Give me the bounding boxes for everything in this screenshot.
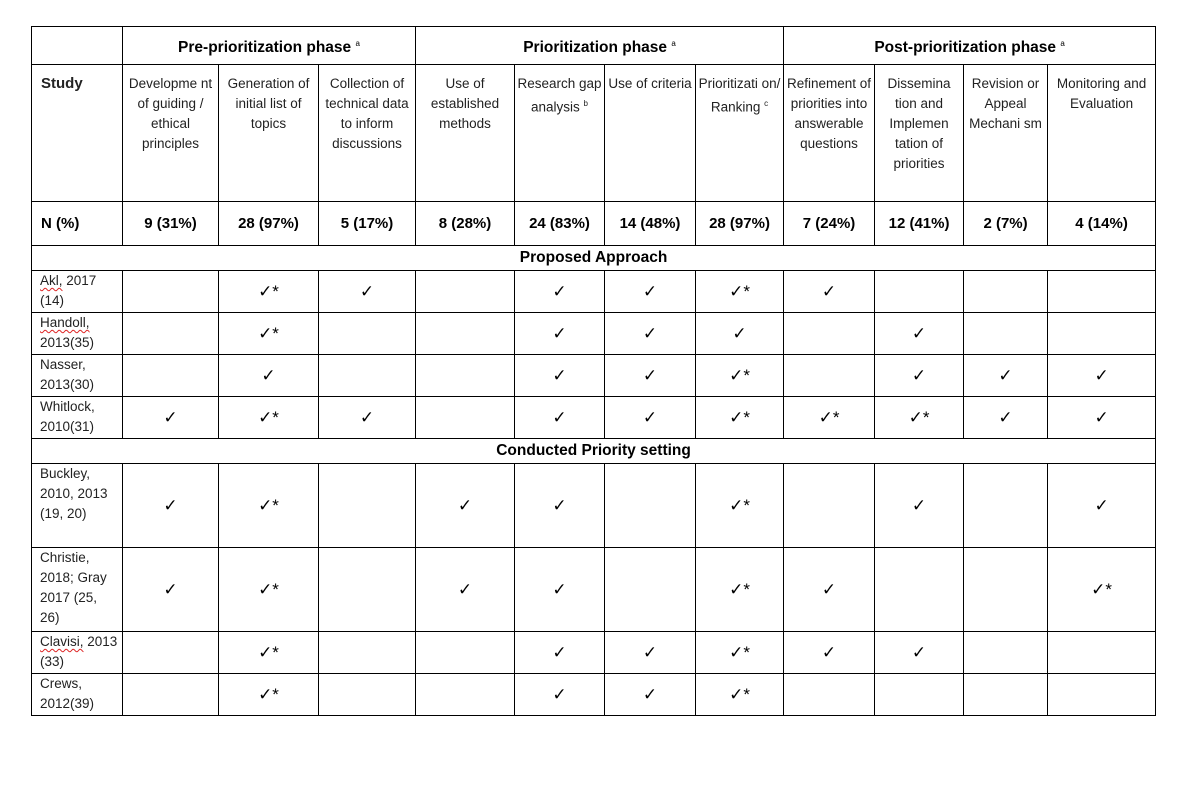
section-title: Proposed Approach [32,246,1156,271]
column-label: Research gap analysis [517,76,602,115]
column-header [696,65,784,202]
check-cell: ✓ [416,548,515,632]
study-cell [32,355,123,397]
check-cell [416,632,515,674]
check-cell [964,632,1048,674]
check-cell [964,464,1048,548]
study-year-ref: 2017 (14) [40,273,97,308]
check-cell [319,548,416,632]
check-cell: ✓ [875,355,964,397]
check-cell: ✓ [1048,464,1156,548]
check-cell [784,313,875,355]
study-year-ref: 2010(31) [40,419,95,434]
section-header-row [32,246,1156,271]
check-cell: ✓* [696,674,784,716]
check-cell: ✓ [515,632,605,674]
check-cell [875,271,964,313]
check-cell: ✓ [875,313,964,355]
phase-label: Pre-prioritization phase [178,38,352,56]
study-author: Christie, [40,550,90,565]
n-percent-value: 8 (28%) [416,202,515,246]
check-cell [319,632,416,674]
check-cell [123,271,219,313]
check-cell [784,464,875,548]
phase-label: Post-prioritization phase [874,38,1057,56]
column-header [123,65,219,202]
n-percent-value: 7 (24%) [784,202,875,246]
column-label: Monitoring and Evaluation [1056,76,1147,111]
check-cell [875,674,964,716]
study-year-ref: 2010, 2013 (19, 20) [40,486,108,521]
study-author: Akl, [40,273,63,288]
check-cell: ✓* [219,674,319,716]
check-cell [416,313,515,355]
check-cell: ✓ [515,548,605,632]
check-cell: ✓* [219,271,319,313]
column-label: Use of criteria [608,76,692,91]
column-header [605,65,696,202]
table-row [32,355,1156,397]
check-cell [416,271,515,313]
check-cell: ✓ [515,313,605,355]
check-cell: ✓ [515,355,605,397]
study-author: Whitlock, [40,399,95,414]
check-cell: ✓* [219,464,319,548]
phase-header [416,27,784,65]
column-header-row [32,65,1156,202]
column-label: Prioritizati on/ Ranking [698,76,781,115]
column-footnote-mark: c [764,99,769,108]
table-row [32,548,1156,632]
check-cell [319,355,416,397]
check-cell [1048,632,1156,674]
study-cell [32,548,123,632]
phase-footnote-mark: a [1060,38,1065,48]
check-cell: ✓ [219,355,319,397]
check-cell: ✓ [319,397,416,439]
phase-header [784,27,1156,65]
column-label: Collection of technical data to inform discussions [325,76,409,151]
check-cell [605,464,696,548]
study-cell [32,674,123,716]
check-cell: ✓ [696,313,784,355]
column-footnote-mark: b [583,99,588,108]
n-percent-value: 2 (7%) [964,202,1048,246]
table-row [32,464,1156,548]
check-cell: ✓ [515,464,605,548]
check-cell: ✓* [219,548,319,632]
check-cell: ✓* [696,355,784,397]
study-author: Buckley, [40,466,91,481]
phase-footnote-mark: a [671,38,676,48]
study-year-ref: 2013(35) [40,335,95,350]
check-cell [123,674,219,716]
check-cell [964,313,1048,355]
column-header [784,65,875,202]
check-cell [875,548,964,632]
check-cell: ✓ [515,674,605,716]
column-label: Revision or Appeal Mechani sm [969,76,1042,131]
check-cell: ✓ [605,632,696,674]
check-cell: ✓ [605,397,696,439]
check-cell [416,674,515,716]
check-cell [605,548,696,632]
study-author: Crews, [40,676,83,691]
column-header [319,65,416,202]
check-cell: ✓* [696,464,784,548]
priority-setting-table [31,26,1156,716]
table-row [32,397,1156,439]
check-cell: ✓* [875,397,964,439]
check-cell: ✓ [416,464,515,548]
check-cell: ✓ [605,674,696,716]
check-cell: ✓* [219,313,319,355]
check-cell [964,674,1048,716]
column-label: Refinement of priorities into answerable questions [787,76,872,151]
study-year-ref: 2018; Gray 2017 (25, 26) [40,570,107,625]
check-cell: ✓* [696,632,784,674]
n-percent-row [32,202,1156,246]
check-cell: ✓ [875,464,964,548]
column-header [416,65,515,202]
check-cell: ✓* [696,271,784,313]
phase-label: Prioritization phase [523,38,668,56]
column-header [1048,65,1156,202]
check-cell: ✓ [875,632,964,674]
n-percent-value: 4 (14%) [1048,202,1156,246]
study-author: Clavisi, [40,634,84,649]
check-cell [784,674,875,716]
check-cell [123,355,219,397]
study-year-ref: 2012(39) [40,696,95,711]
column-header [219,65,319,202]
check-cell: ✓ [123,397,219,439]
table-row [32,313,1156,355]
column-header [875,65,964,202]
check-cell [319,313,416,355]
column-label: Dissemina tion and Implemen tation of priorities [887,76,951,171]
check-cell: ✓ [1048,397,1156,439]
check-cell: ✓ [784,632,875,674]
check-cell [123,313,219,355]
table-row [32,632,1156,674]
check-cell: ✓ [964,355,1048,397]
table-row [32,271,1156,313]
table-row [32,674,1156,716]
n-percent-label: N (%) [32,202,123,246]
study-cell [32,632,123,674]
check-cell: ✓* [784,397,875,439]
phase-header-row [32,27,1156,65]
check-cell: ✓* [219,632,319,674]
column-label: Developme nt of guiding / ethical principles [128,76,213,151]
check-cell: ✓ [123,548,219,632]
column-label: Use of established methods [430,76,500,131]
check-cell: ✓ [784,548,875,632]
empty-corner-cell [32,27,123,65]
study-cell [32,271,123,313]
study-author: Handoll, [40,315,90,330]
check-cell: ✓* [1048,548,1156,632]
check-cell [1048,674,1156,716]
column-header [964,65,1048,202]
column-header [515,65,605,202]
check-cell: ✓ [784,271,875,313]
check-cell: ✓ [123,464,219,548]
check-cell: ✓ [605,313,696,355]
check-cell [1048,271,1156,313]
check-cell: ✓ [1048,355,1156,397]
check-cell [784,355,875,397]
check-cell: ✓* [219,397,319,439]
check-cell: ✓ [319,271,416,313]
phase-header [123,27,416,65]
study-year-ref: 2013(30) [40,377,95,392]
study-year-ref: 2013 (33) [40,634,118,669]
phase-footnote-mark: a [355,38,360,48]
check-cell: ✓* [696,397,784,439]
check-cell [319,464,416,548]
section-title: Conducted Priority setting [32,439,1156,464]
check-cell [123,632,219,674]
check-cell: ✓* [696,548,784,632]
n-percent-value: 5 (17%) [319,202,416,246]
check-cell: ✓ [964,397,1048,439]
check-cell [416,355,515,397]
study-cell [32,464,123,548]
check-cell [964,271,1048,313]
check-cell [964,548,1048,632]
table-body [32,27,1156,716]
section-header-row [32,439,1156,464]
check-cell [416,397,515,439]
study-cell [32,397,123,439]
check-cell: ✓ [605,355,696,397]
n-percent-value: 24 (83%) [515,202,605,246]
check-cell: ✓ [515,271,605,313]
n-percent-value: 28 (97%) [219,202,319,246]
column-label: Generation of initial list of topics [227,76,310,131]
n-percent-value: 14 (48%) [605,202,696,246]
check-cell: ✓ [515,397,605,439]
check-cell: ✓ [605,271,696,313]
n-percent-value: 28 (97%) [696,202,784,246]
study-cell [32,313,123,355]
study-author: Nasser, [40,357,86,372]
study-column-header: Study [32,65,123,202]
n-percent-value: 9 (31%) [123,202,219,246]
check-cell [319,674,416,716]
check-cell [1048,313,1156,355]
n-percent-value: 12 (41%) [875,202,964,246]
